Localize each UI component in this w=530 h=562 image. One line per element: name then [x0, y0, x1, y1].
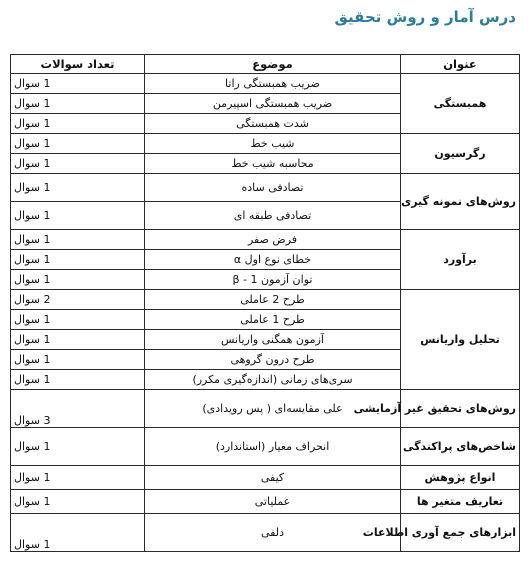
- question-count-cell: 1 سوال: [11, 134, 145, 154]
- subject-cell: طرح 1 عاملی: [145, 310, 401, 330]
- question-count-cell: 1 سوال: [11, 230, 145, 250]
- subject-cell: تصادفی طبقه ای: [145, 202, 401, 230]
- question-count-cell: 1 سوال: [11, 370, 145, 390]
- table-row: [11, 74, 520, 94]
- question-count-cell: 1 سوال: [11, 74, 145, 94]
- subject-cell: انحراف معیار (استاندارد): [145, 428, 401, 466]
- question-count-cell: 1 سوال: [11, 490, 145, 514]
- subject-cell: طرح 2 عاملی: [145, 290, 401, 310]
- table-row: [11, 514, 520, 552]
- table-body: [11, 74, 520, 552]
- subject-cell: دلفی: [145, 514, 401, 552]
- subject-cell: ضریب همبستگی راتا: [145, 74, 401, 94]
- subject-cell: علی مقایسه‌ای ( پس رویدادی): [145, 390, 401, 428]
- exam-topics-table: [10, 54, 520, 552]
- table-row: [11, 390, 520, 428]
- header-topic: عنوان: [401, 55, 520, 74]
- topic-cell: روش‌های تحقیق غیر آزمایشی: [401, 390, 520, 428]
- table-row: [11, 134, 520, 154]
- question-count-cell: 3 سوال: [11, 390, 145, 428]
- question-count-cell: 2 سوال: [11, 290, 145, 310]
- topic-cell: تحلیل واریانس: [401, 290, 520, 390]
- table-row: [11, 290, 520, 310]
- question-count-cell: 1 سوال: [11, 114, 145, 134]
- topic-cell: انواع پژوهش: [401, 466, 520, 490]
- topic-cell: رگرسیون: [401, 134, 520, 174]
- table-header-row: [11, 55, 520, 74]
- question-count-cell: 1 سوال: [11, 154, 145, 174]
- subject-cell: آزمون همگنی واریانس: [145, 330, 401, 350]
- subject-cell: عملیاتی: [145, 490, 401, 514]
- question-count-cell: 1 سوال: [11, 428, 145, 466]
- header-subject: موضوع: [145, 55, 401, 74]
- question-count-cell: 1 سوال: [11, 174, 145, 202]
- subject-cell: محاسبه شیب خط: [145, 154, 401, 174]
- question-count-cell: 1 سوال: [11, 330, 145, 350]
- question-count-cell: 1 سوال: [11, 514, 145, 552]
- table-row: [11, 490, 520, 514]
- question-count-cell: 1 سوال: [11, 202, 145, 230]
- subject-cell: خطای نوع اول α: [145, 250, 401, 270]
- subject-cell: سری‌های زمانی (اندازه‌گیری مکرر): [145, 370, 401, 390]
- question-count-cell: 1 سوال: [11, 310, 145, 330]
- subject-cell: توان آزمون 1 - β: [145, 270, 401, 290]
- question-count-cell: 1 سوال: [11, 94, 145, 114]
- table-row: [11, 428, 520, 466]
- table-row: [11, 230, 520, 250]
- topic-cell: شاخص‌های پراکندگی: [401, 428, 520, 466]
- question-count-cell: 1 سوال: [11, 250, 145, 270]
- subject-cell: کیفی: [145, 466, 401, 490]
- topic-cell: همبستگی: [401, 74, 520, 134]
- question-count-cell: 1 سوال: [11, 270, 145, 290]
- subject-cell: طرح درون گروهی: [145, 350, 401, 370]
- page-title: درس آمار و روش تحقیق: [334, 8, 516, 26]
- subject-cell: تصادفی ساده: [145, 174, 401, 202]
- header-count: تعداد سوالات: [11, 55, 145, 74]
- subject-cell: ضریب همبستگی اسپیرمن: [145, 94, 401, 114]
- subject-cell: شیب خط: [145, 134, 401, 154]
- subject-cell: فرض صفر: [145, 230, 401, 250]
- question-count-cell: 1 سوال: [11, 350, 145, 370]
- topic-cell: برآورد: [401, 230, 520, 290]
- topic-cell: تعاریف متغیر ها: [401, 490, 520, 514]
- question-count-cell: 1 سوال: [11, 466, 145, 490]
- table-row: [11, 174, 520, 202]
- topic-cell: روش‌های نمونه گیری: [401, 174, 520, 230]
- table-row: [11, 466, 520, 490]
- subject-cell: شدت همبستگی: [145, 114, 401, 134]
- topic-cell: ابزارهای جمع آوری اطلاعات: [401, 514, 520, 552]
